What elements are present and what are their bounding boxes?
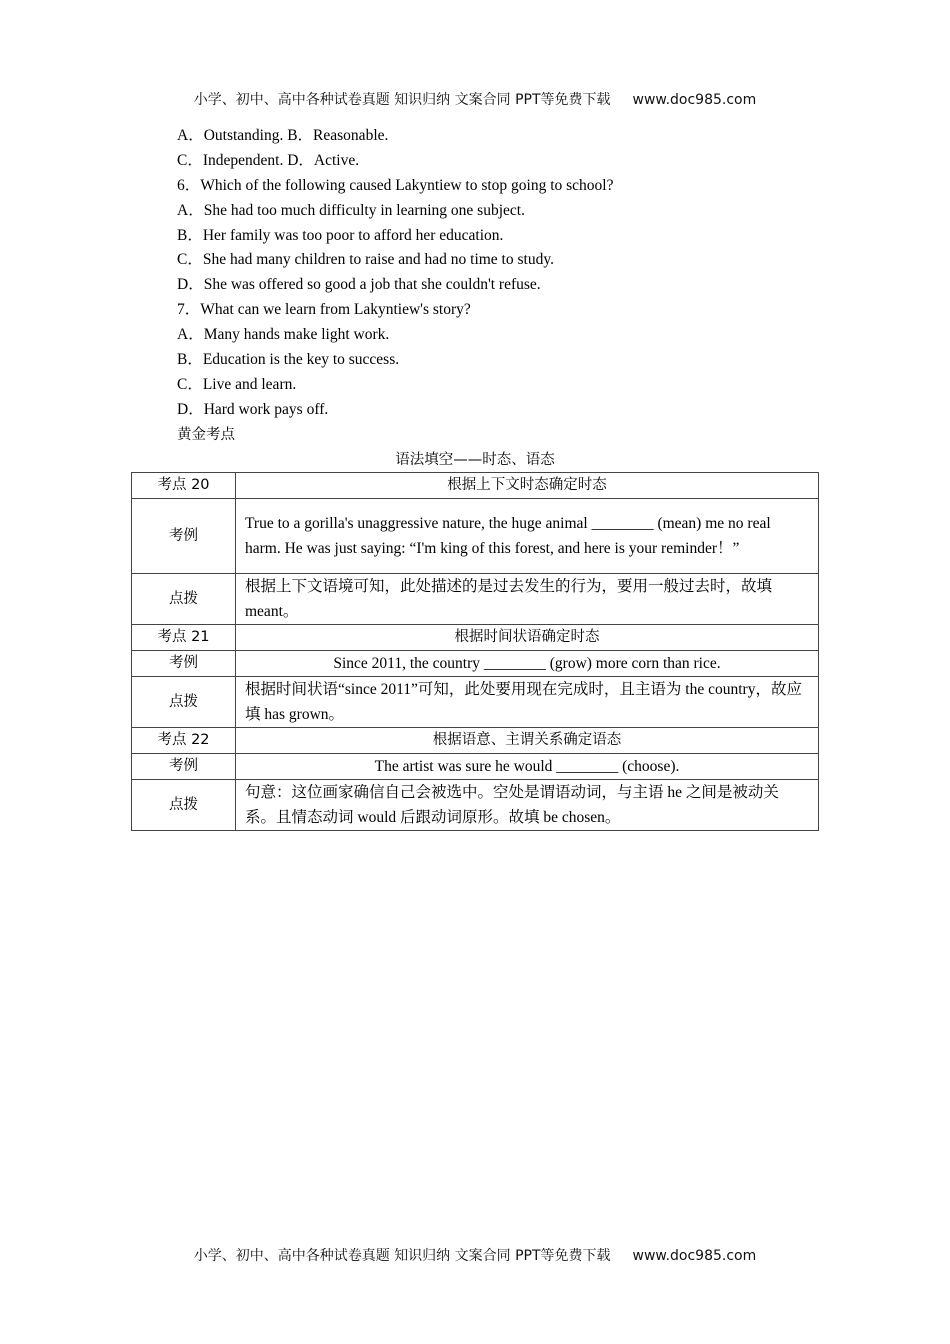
example-text: True to a gorilla's unaggressive nature, the huge animal ________ (mean) me no real harm. He was just saying: “I'm king of this forest, and here is your reminder！” (236, 499, 819, 574)
table-row (132, 574, 819, 625)
option-line: B．Education is the key to success. (177, 351, 400, 369)
row-label: 考点 20 (132, 473, 236, 499)
option-line: B．Her family was too poor to afford her education. (177, 226, 504, 244)
option-line: D．Hard work pays off. (177, 400, 329, 418)
table-row (132, 754, 819, 780)
example-text: Since 2011, the country ________ (grow) more corn than rice. (236, 651, 819, 677)
tip-text: 句意：这位画家确信自己会被选中。空处是谓语动词，与主语 he 之间是被动关系。且情态动词 would 后跟动词原形。故填 be chosen。 (236, 780, 819, 831)
point-heading: 根据时间状语确定时态 (236, 625, 819, 651)
header-site: www.doc985.com (632, 92, 757, 108)
question-7: 7．What can we learn from Lakyntiew's story? (177, 301, 471, 319)
tip-text: 根据上下文语境可知，此处描述的是过去发生的行为，要用一般过去时，故填 meant。 (236, 574, 819, 625)
option-line: C．Live and learn. (177, 375, 297, 393)
point-heading: 根据语意、主谓关系确定语态 (236, 728, 819, 754)
table-row (132, 677, 819, 728)
option-line: A．Outstanding. B．Reasonable. (177, 127, 389, 144)
point-heading: 根据上下文时态确定时态 (236, 473, 819, 499)
row-label: 点拨 (132, 574, 236, 625)
table-row (132, 499, 819, 574)
page-header (0, 89, 950, 109)
option-line: C．Independent. D．Active. (177, 151, 360, 169)
header-text: 小学、初中、高中各种试卷真题 知识归纳 文案合同 PPT等免费下载 (193, 92, 611, 108)
option-line: A．Many hands make light work. (177, 326, 390, 344)
question-6: 6．Which of the following caused Lakyntiew to stop going to school? (177, 176, 614, 194)
row-label: 考例 (132, 754, 236, 780)
row-label: 考点 22 (132, 728, 236, 754)
section-heading: 黄金考点 (177, 426, 235, 443)
grammar-table (131, 472, 819, 831)
page-footer (0, 1245, 950, 1265)
table-row (132, 473, 819, 499)
row-label: 考例 (132, 499, 236, 574)
row-label: 考点 21 (132, 625, 236, 651)
table-title: 语法填空——时态、语态 (395, 452, 555, 468)
tip-text: 根据时间状语“since 2011”可知，此处要用现在完成时，且主语为 the country，故应填 has grown。 (236, 677, 819, 728)
example-text: The artist was sure he would ________ (choose). (236, 754, 819, 780)
table-row (132, 651, 819, 677)
footer-text: 小学、初中、高中各种试卷真题 知识归纳 文案合同 PPT等免费下载 (193, 1248, 611, 1264)
question-lines (177, 124, 817, 448)
footer-site: www.doc985.com (632, 1248, 757, 1264)
row-label: 考例 (132, 651, 236, 677)
table-row (132, 625, 819, 651)
option-line: D．She was offered so good a job that she couldn't refuse. (177, 276, 541, 294)
table-row (132, 728, 819, 754)
row-label: 点拨 (132, 677, 236, 728)
option-line: C．She had many children to raise and had no time to study. (177, 251, 554, 269)
row-label: 点拨 (132, 780, 236, 831)
option-line: A．She had too much difficulty in learning one subject. (177, 201, 525, 219)
table-row (132, 780, 819, 831)
